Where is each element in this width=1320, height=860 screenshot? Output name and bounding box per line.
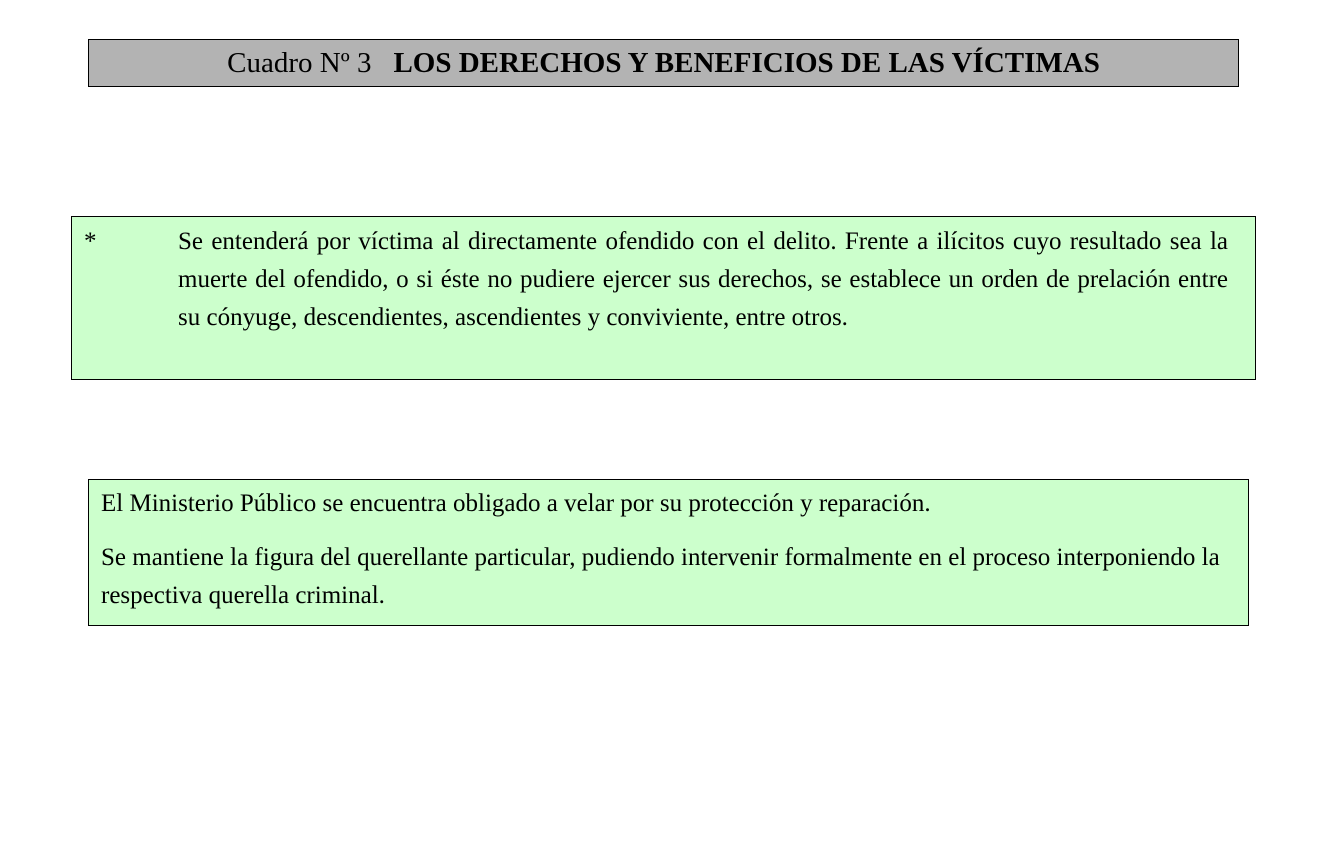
- title-main: LOS DERECHOS Y BENEFICIOS DE LAS VÍCTIMAS: [393, 46, 1100, 79]
- ministerio-paragraph-2: Se mantiene la figura del querellante particular, pudiendo intervenir formalmente en el proceso interponiendo la respectiva querella criminal.: [101, 544, 1220, 609]
- definition-text: Se entenderá por víctima al directamente ofendido con el delito. Frente a ilícitos cuyo resultado sea la muerte del ofendido, o si éste no pudiere ejercer sus derechos, se establece un orden de prelación entre su cónyuge, descendientes, ascendientes y conviviente, entre otros.: [178, 228, 1228, 331]
- title-box: [88, 39, 1239, 87]
- title-prefix: Cuadro Nº 3: [227, 46, 372, 79]
- ministerio-paragraph-1: El Ministerio Público se encuentra obligado a velar por su protección y reparación.: [101, 490, 931, 517]
- bullet-marker: *: [84, 228, 97, 255]
- definition-box: [71, 216, 1256, 380]
- ministerio-box: [88, 479, 1249, 626]
